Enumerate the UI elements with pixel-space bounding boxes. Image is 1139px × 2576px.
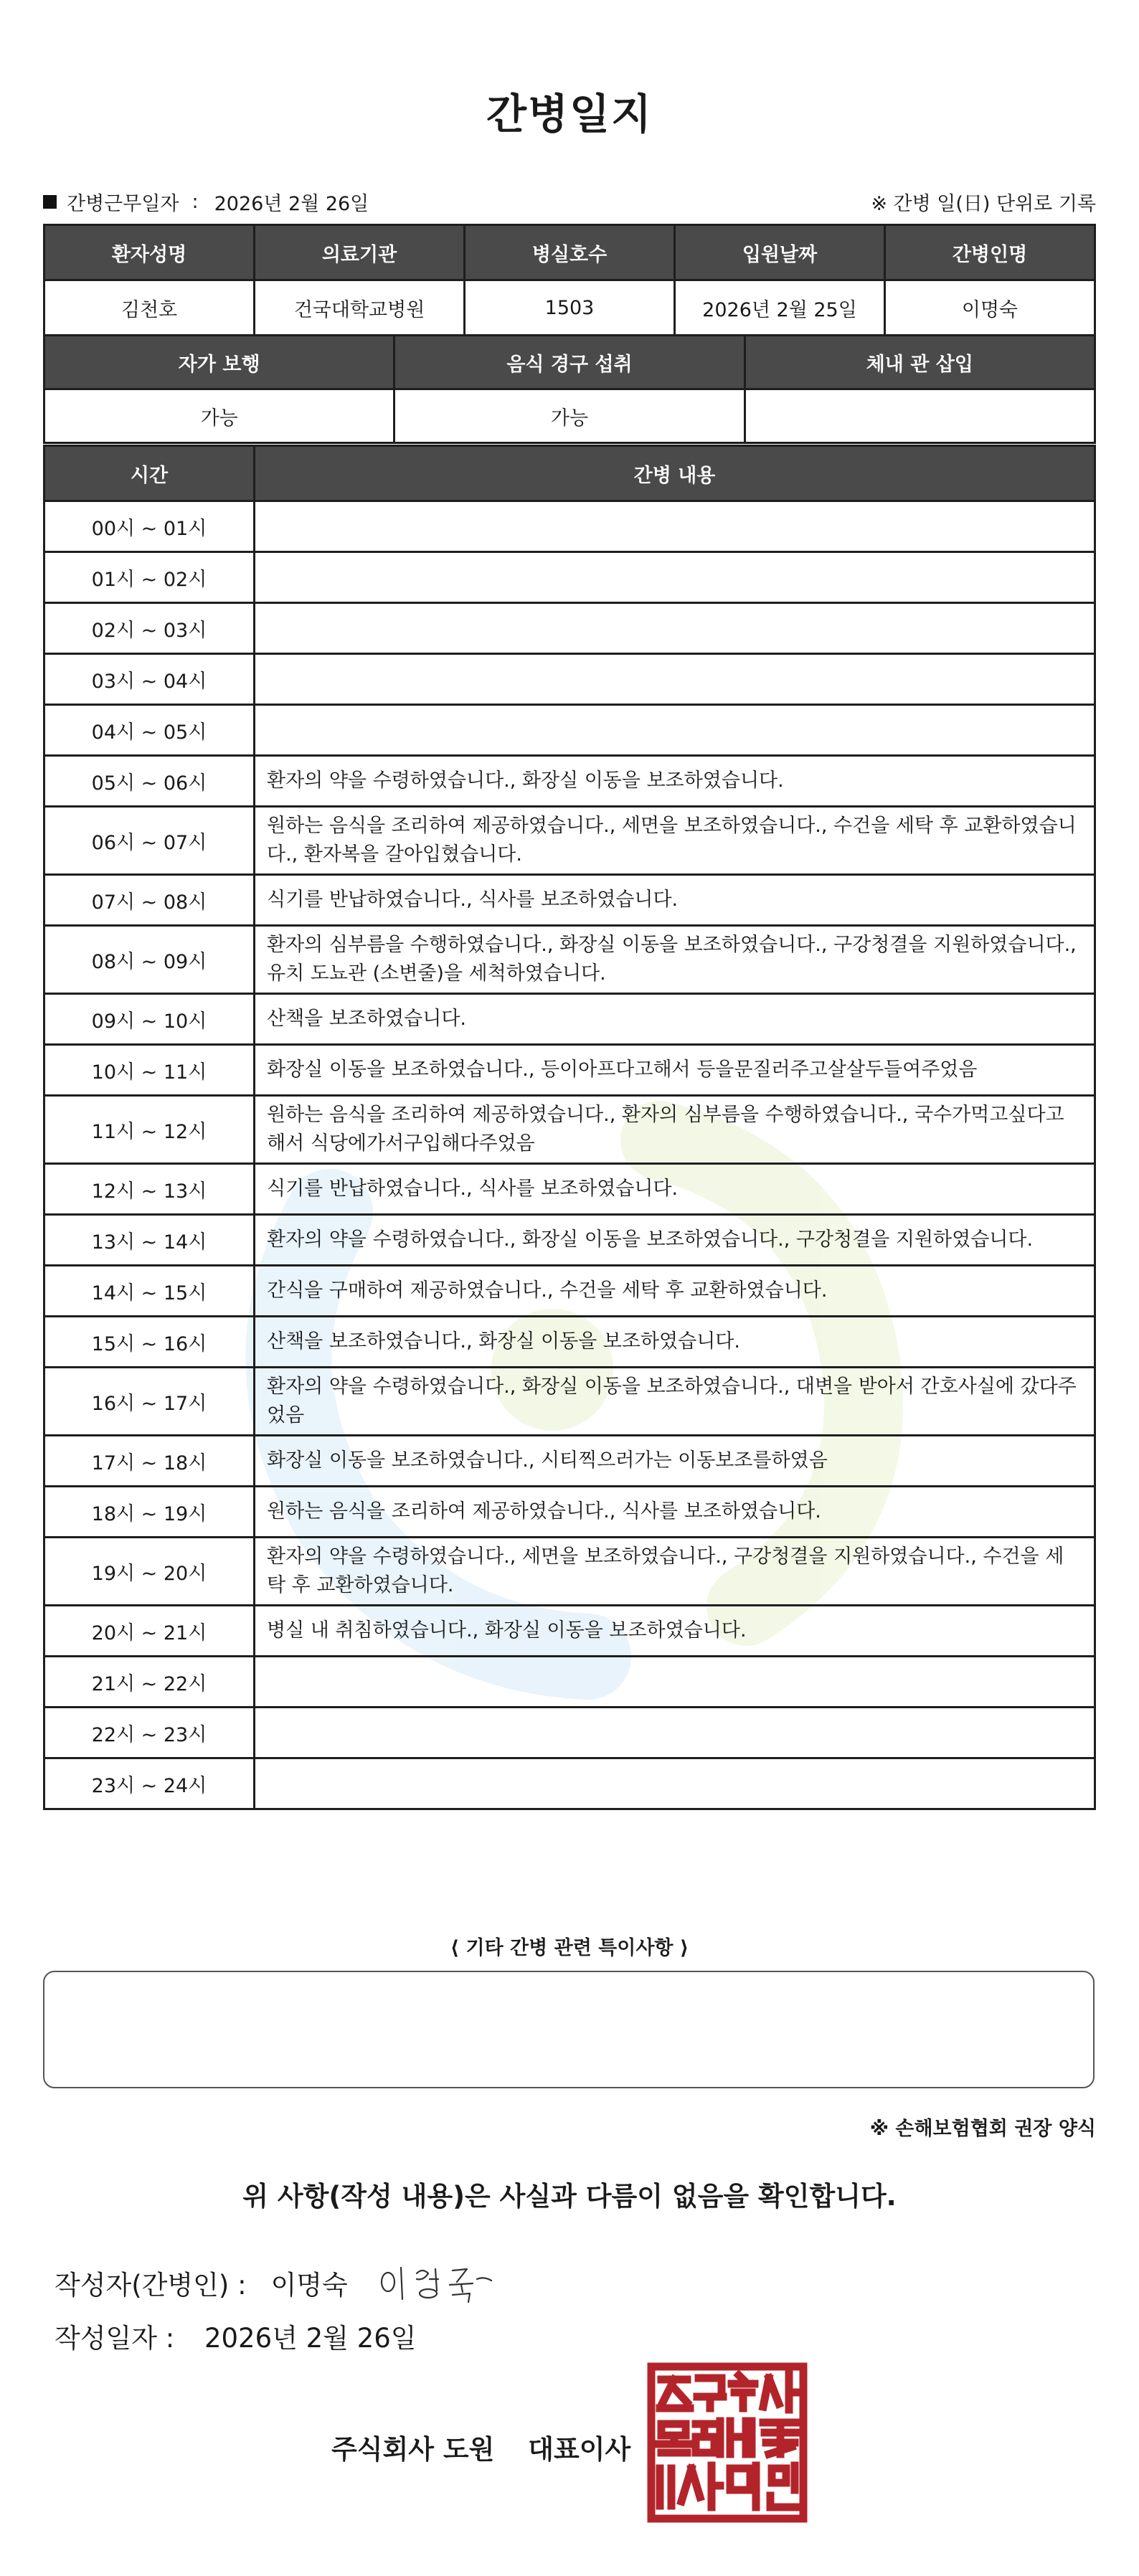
care-log-time: 19시 ~ 20시: [44, 1538, 255, 1606]
room-number: 1503: [465, 280, 675, 336]
patient-name: 김천호: [44, 280, 255, 336]
care-log-time: 01시 ~ 02시: [44, 552, 255, 603]
header-care-content: 간병 내용: [255, 446, 1095, 501]
care-log-row: [44, 1538, 1095, 1606]
care-log-row: [44, 926, 1095, 994]
handwritten-signature: [377, 2258, 498, 2308]
document-title: 간병일지: [486, 90, 653, 138]
header-self-walking: 자가 보행: [44, 336, 394, 389]
care-log-content: 식기를 반납하였습니다., 식사를 보조하였습니다.: [255, 875, 1095, 926]
care-log-time: 17시 ~ 18시: [44, 1436, 255, 1487]
care-log-row: [44, 1164, 1095, 1215]
care-log-header-row: [44, 446, 1095, 501]
care-log-row: [44, 1606, 1095, 1657]
care-log-content: 화장실 이동을 보조하였습니다., 등이아프다고해서 등을문질러주고살살두들여주었음: [255, 1045, 1095, 1096]
tube-insertion-value: [745, 389, 1095, 443]
care-log-time: 08시 ~ 09시: [44, 926, 255, 994]
care-log-content: 원하는 음식을 조리하여 제공하였습니다., 세면을 보조하였습니다., 수건을 세탁 후 교환하였습니다., 환자복을 갈아입혔습니다.: [255, 807, 1095, 875]
care-log-row: [44, 807, 1095, 875]
care-log-row: [44, 1657, 1095, 1708]
patient-info-table: [43, 224, 1096, 336]
write-date-row: [55, 2316, 417, 2355]
care-log-row: [44, 875, 1095, 926]
care-log-time: 16시 ~ 17시: [44, 1368, 255, 1436]
patient-ability-table: [43, 334, 1096, 444]
care-log-row: [44, 501, 1095, 552]
header-admission-date: 입원날짜: [675, 225, 885, 280]
confirmation-statement: 위 사항(작성 내용)은 사실과 다름이 없음을 확인합니다.: [242, 2181, 897, 2212]
caregiver-name: 이명숙: [885, 280, 1095, 336]
work-date-value: 2026년 2월 26일: [214, 193, 369, 215]
care-log-row: [44, 1215, 1095, 1266]
care-log-content: [255, 1657, 1095, 1708]
care-log-time: 04시 ~ 05시: [44, 705, 255, 756]
work-date-row: [43, 188, 369, 216]
care-log-content: 화장실 이동을 보조하였습니다., 시티찍으러가는 이동보조를하였음: [255, 1436, 1095, 1487]
record-unit-note: ※ 간병 일(日) 단위로 기록: [871, 193, 1096, 215]
header-tube-insertion: 체내 관 삽입: [745, 336, 1095, 389]
square-bullet-icon: [43, 195, 57, 209]
care-log-content: 산책을 보조하였습니다.: [255, 994, 1095, 1045]
care-log-time: 06시 ~ 07시: [44, 807, 255, 875]
company-name: 주식회사 도원: [331, 2434, 495, 2465]
header-room-number: 병실호수: [465, 225, 675, 280]
ability-value-row: [44, 389, 1095, 443]
care-log-time: 20시 ~ 21시: [44, 1606, 255, 1657]
care-log-time: 10시 ~ 11시: [44, 1045, 255, 1096]
care-log-content: 환자의 심부름을 수행하였습니다., 화장실 이동을 보조하였습니다., 구강청결을 지원하였습니다., 유치 도뇨관 (소변줄)을 세척하였습니다.: [255, 926, 1095, 994]
writer-name: 이명숙: [270, 2270, 348, 2301]
care-log-content: [255, 552, 1095, 603]
care-log-row: [44, 756, 1095, 807]
writer-label: 작성자(간병인) :: [55, 2270, 247, 2301]
care-log-row: [44, 1045, 1095, 1096]
care-log-row: [44, 1096, 1095, 1164]
care-log-row: [44, 1368, 1095, 1436]
care-log-content: 환자의 약을 수령하였습니다., 세면을 보조하였습니다., 구강청결을 지원하였습니다., 수건을 세탁 후 교환하였습니다.: [255, 1538, 1095, 1606]
care-log-content: 환자의 약을 수령하였습니다., 화장실 이동을 보조하였습니다.: [255, 756, 1095, 807]
header-caregiver-name: 간병인명: [885, 225, 1095, 280]
care-log-row: [44, 1317, 1095, 1368]
care-log-row: [44, 1758, 1095, 1809]
care-log-content: 병실 내 취침하였습니다., 화장실 이동을 보조하였습니다.: [255, 1606, 1095, 1657]
company-signature-line: [331, 2428, 630, 2466]
care-log-table: [43, 445, 1096, 1810]
care-log-content: [255, 705, 1095, 756]
care-log-row: [44, 1266, 1095, 1317]
special-notes-title: ⟨ 기타 간병 관련 특이사항 ⟩: [450, 1937, 689, 1959]
care-log-time: 13시 ~ 14시: [44, 1215, 255, 1266]
care-log-time: 09시 ~ 10시: [44, 994, 255, 1045]
self-walking-value: 가능: [44, 389, 394, 443]
header-hospital: 의료기관: [255, 225, 465, 280]
care-log-content: 식기를 반납하였습니다., 식사를 보조하였습니다.: [255, 1164, 1095, 1215]
work-date-label: 간병근무일자: [67, 193, 179, 215]
header-oral-intake: 음식 경구 섭취: [394, 336, 745, 389]
care-log-content: [255, 1758, 1095, 1809]
care-log-row: [44, 552, 1095, 603]
care-log-content: [255, 1708, 1095, 1758]
care-log-time: 23시 ~ 24시: [44, 1758, 255, 1809]
care-log-time: 05시 ~ 06시: [44, 756, 255, 807]
care-log-row: [44, 1708, 1095, 1758]
care-log-body: [44, 501, 1095, 1809]
care-log-content: [255, 603, 1095, 654]
care-log-time: 02시 ~ 03시: [44, 603, 255, 654]
care-log-row: [44, 654, 1095, 705]
oral-intake-value: 가능: [394, 389, 745, 443]
patient-info-header-row: [44, 225, 1095, 280]
care-log-row: [44, 705, 1095, 756]
patient-info-value-row: [44, 280, 1095, 336]
care-log-time: 22시 ~ 23시: [44, 1708, 255, 1758]
care-log-content: 환자의 약을 수령하였습니다., 화장실 이동을 보조하였습니다., 구강청결을 지원하였습니다.: [255, 1215, 1095, 1266]
special-notes-box: [43, 1971, 1095, 2088]
care-log-content: 간식을 구매하여 제공하였습니다., 수건을 세탁 후 교환하였습니다.: [255, 1266, 1095, 1317]
write-date-label: 작성일자 :: [55, 2323, 175, 2354]
work-date-separator: :: [192, 191, 199, 213]
care-log-row: [44, 1487, 1095, 1538]
care-log-time: 11시 ~ 12시: [44, 1096, 255, 1164]
admission-date: 2026년 2월 25일: [675, 280, 885, 336]
care-log-time: 21시 ~ 22시: [44, 1657, 255, 1708]
care-log-content: 원하는 음식을 조리하여 제공하였습니다., 식사를 보조하였습니다.: [255, 1487, 1095, 1538]
care-log-row: [44, 603, 1095, 654]
care-log-time: 12시 ~ 13시: [44, 1164, 255, 1215]
care-log-time: 14시 ~ 15시: [44, 1266, 255, 1317]
company-seal-stamp: [646, 2361, 809, 2524]
care-log-content: 원하는 음식을 조리하여 제공하였습니다., 환자의 심부름을 수행하였습니다., 국수가먹고싶다고해서 식당에가서구입해다주었음: [255, 1096, 1095, 1164]
care-log-time: 00시 ~ 01시: [44, 501, 255, 552]
write-date-value: 2026년 2월 26일: [204, 2323, 417, 2354]
care-log-content: [255, 501, 1095, 552]
header-patient-name: 환자성명: [44, 225, 255, 280]
care-log-row: [44, 1436, 1095, 1487]
ability-header-row: [44, 336, 1095, 389]
care-log-time: 07시 ~ 08시: [44, 875, 255, 926]
header-time: 시간: [44, 446, 255, 501]
care-log-content: 산책을 보조하였습니다., 화장실 이동을 보조하였습니다.: [255, 1317, 1095, 1368]
care-log-time: 18시 ~ 19시: [44, 1487, 255, 1538]
writer-row: [55, 2258, 498, 2308]
care-log-content: 환자의 약을 수령하였습니다., 화장실 이동을 보조하였습니다., 대변을 받아서 간호사실에 갔다주었음: [255, 1368, 1095, 1436]
care-log-row: [44, 994, 1095, 1045]
care-log-content: [255, 654, 1095, 705]
recommended-form-note: ※ 손해보험협회 권장 양식: [869, 2118, 1096, 2140]
hospital-name: 건국대학교병원: [255, 280, 465, 336]
company-title: 대표이사: [528, 2434, 631, 2465]
care-log-time: 15시 ~ 16시: [44, 1317, 255, 1368]
care-log-time: 03시 ~ 04시: [44, 654, 255, 705]
